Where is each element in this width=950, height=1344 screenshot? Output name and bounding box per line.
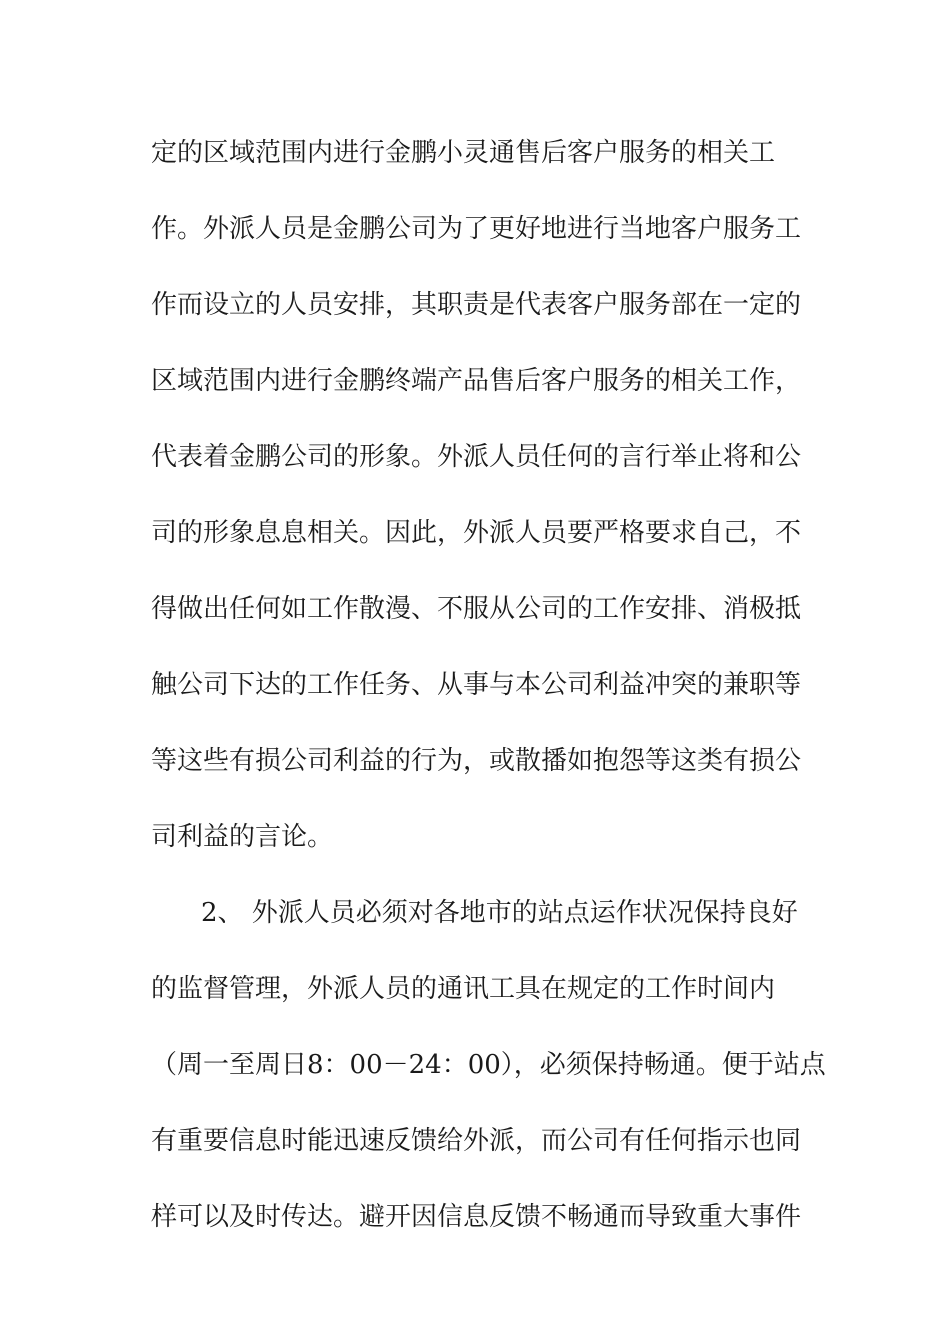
text-line: 有重要信息时能迅速反馈给外派，而公司有任何指示也同: [151, 1126, 802, 1156]
text-line: 作。外派人员是金鹏公司为了更好地进行当地客户服务工: [151, 214, 802, 244]
text-line: 样可以及时传达。避开因信息反馈不畅通而导致重大事件: [151, 1202, 802, 1232]
text-line: 得做出任何如工作散漫、不服从公司的工作安排、消极抵: [151, 594, 802, 624]
text-line: 司利益的言论。: [151, 822, 334, 852]
text-line: 定的区域范围内进行金鹏小灵通售后客户服务的相关工: [151, 138, 776, 168]
text-line: 司的形象息息相关。因此，外派人员要严格要求自己，不: [151, 518, 802, 548]
text-line: 代表着金鹏公司的形象。外派人员任何的言行举止将和公: [151, 442, 802, 472]
text-line: （周一至周日8：00－24：00），必须保持畅通。便于站点: [151, 1050, 826, 1080]
text-line: 的监督管理，外派人员的通讯工具在规定的工作时间内: [151, 974, 776, 1004]
text-line: 等这些有损公司利益的行为，或散播如抱怨等这类有损公: [151, 746, 802, 776]
text-line: 作而设立的人员安排，其职责是代表客户服务部在一定的: [151, 290, 802, 320]
text-line: 区域范围内进行金鹏终端产品售后客户服务的相关工作，: [151, 366, 802, 396]
text-line: 触公司下达的工作任务、从事与本公司利益冲突的兼职等: [151, 670, 802, 700]
numbered-item-line: 2、 外派人员必须对各地市的站点运作状况保持良好: [201, 898, 798, 928]
body-text: [151, 129, 831, 1269]
